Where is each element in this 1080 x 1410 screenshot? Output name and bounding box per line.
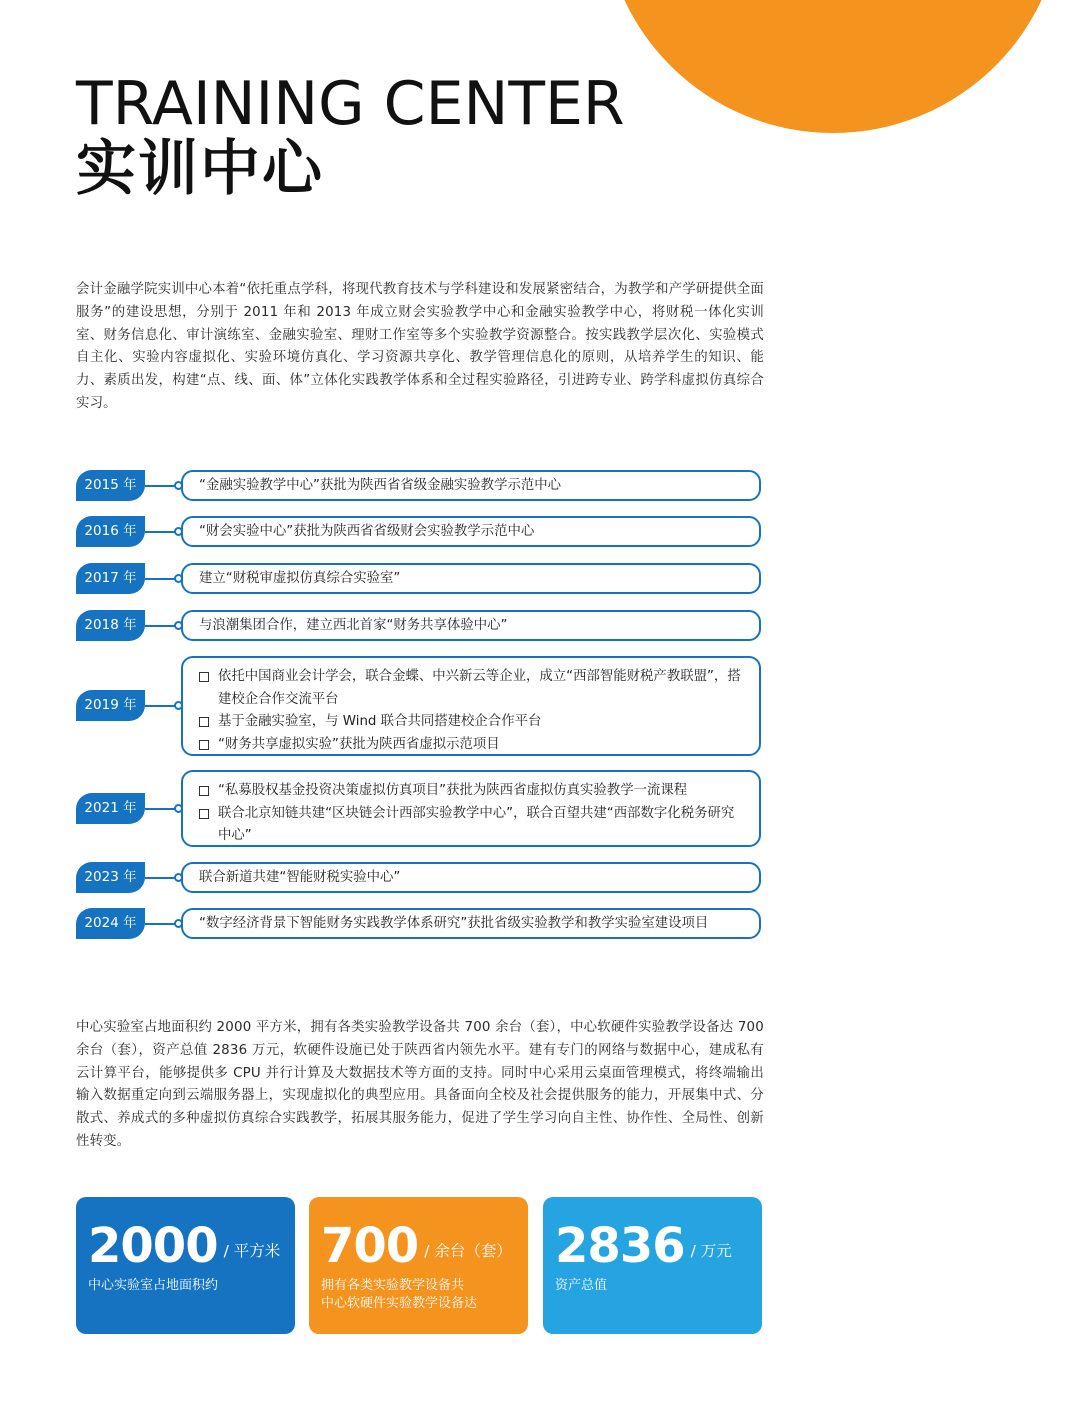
year-badge: 2018 年 bbox=[76, 610, 145, 641]
stat-description: 资产总值 bbox=[555, 1278, 608, 1293]
list-item: “财务共享虚拟实验”获批为陕西省虚拟示范项目 bbox=[199, 734, 745, 757]
timeline-entry-box bbox=[181, 656, 761, 756]
stats-cards bbox=[76, 1197, 762, 1334]
page-title-chinese: 实训中心 bbox=[76, 134, 324, 204]
timeline-entry-text: “财会实验中心”获批为陕西省省级财会实验教学示范中心 bbox=[199, 524, 535, 539]
timeline-entry-text: 建立“财税审虚拟仿真综合实验室” bbox=[199, 571, 401, 586]
timeline-entry-text: 与浪潮集团合作，建立西北首家“财务共享体验中心” bbox=[199, 618, 508, 633]
year-badge: 2023 年 bbox=[76, 862, 145, 893]
timeline-entry-text: 联合新道共建“智能财税实验中心” bbox=[199, 870, 401, 885]
list-item: 联合北京知链共建“区块链会计西部实验教学中心”，联合百望共建“西部数字化税务研究中心” bbox=[199, 803, 745, 848]
timeline-row-2023 bbox=[76, 862, 766, 893]
square-bullet-icon bbox=[199, 809, 209, 819]
timeline-entry-list bbox=[199, 658, 745, 762]
stat-card-area bbox=[76, 1197, 295, 1334]
stat-number: 700 bbox=[321, 1218, 419, 1274]
stat-number: 2836 bbox=[555, 1218, 685, 1274]
page-title-english: TRAINING CENTER bbox=[76, 69, 625, 139]
timeline-entry-box bbox=[181, 862, 761, 893]
square-bullet-icon bbox=[199, 786, 209, 796]
list-item: “私募股权基金投资决策虚拟仿真项目”获批为陕西省虚拟仿真实验教学一流课程 bbox=[199, 780, 745, 803]
stat-unit: / 平方米 bbox=[223, 1242, 281, 1260]
timeline-entry-text: “金融实验教学中心”获批为陕西省省级金融实验教学示范中心 bbox=[199, 478, 562, 493]
timeline-entry-box bbox=[181, 770, 761, 847]
timeline-entry-list bbox=[199, 772, 745, 854]
square-bullet-icon bbox=[199, 740, 209, 750]
stat-description: 拥有各类实验教学设备共 中心软硬件实验教学设备达 bbox=[321, 1278, 478, 1311]
stat-number: 2000 bbox=[88, 1218, 218, 1274]
list-item: 依托中国商业会计学会，联合金蝶、中兴新云等企业，成立“西部智能财税产教联盟”，搭建校企合作交流平台 bbox=[199, 666, 745, 711]
timeline-row-2017 bbox=[76, 563, 766, 594]
timeline-entry-box bbox=[181, 470, 761, 501]
timeline-row-2018 bbox=[76, 610, 766, 641]
stat-unit: / 万元 bbox=[690, 1242, 732, 1260]
timeline-entry-text: “数字经济背景下智能财务实践教学体系研究”获批省级实验教学和教学实验室建设项目 bbox=[199, 916, 709, 931]
year-badge: 2015 年 bbox=[76, 470, 145, 501]
year-badge: 2024 年 bbox=[76, 908, 145, 939]
timeline-entry-box bbox=[181, 610, 761, 641]
year-badge: 2017 年 bbox=[76, 563, 145, 594]
square-bullet-icon bbox=[199, 717, 209, 727]
timeline-row-2016 bbox=[76, 516, 766, 547]
year-badge: 2021 年 bbox=[76, 793, 145, 824]
year-badge: 2019 年 bbox=[76, 690, 145, 721]
timeline-row-2021 bbox=[76, 770, 766, 847]
timeline-entry-box bbox=[181, 908, 761, 939]
stat-card-equipment bbox=[309, 1197, 528, 1334]
stat-description: 中心实验室占地面积约 bbox=[88, 1278, 219, 1293]
square-bullet-icon bbox=[199, 672, 209, 682]
intro-paragraph: 会计金融学院实训中心本着“依托重点学科，将现代教育技术与学科建设和发展紧密结合，为教学和产学研提供全面服务”的建设思想，分别于 2011 年和 2013 年成立财会实验教学中心和金融实验教学中心，将财税一体化实训室、财务信息化、审计演练室、金融实验室、理财工作室等多个实验教学资源整合。按实践教学层次化、实验模式自主化、实验内容虚拟化、实验环境仿真化、学习资源共享化、教学管理信息化的原则，从培养学生的知识、能力、素质出发，构建“点、线、面、体”立体化实践教学体系和全过程实验路径，引进跨专业、跨学科虚拟仿真综合实习。 bbox=[76, 282, 764, 411]
stat-card-assets bbox=[543, 1197, 762, 1334]
stat-unit: / 余台（套） bbox=[424, 1242, 512, 1260]
timeline-row-2015 bbox=[76, 470, 766, 501]
timeline-row-2019 bbox=[76, 656, 766, 756]
facility-paragraph: 中心实验室占地面积约 2000 平方米，拥有各类实验教学设备共 700 余台（套），中心软硬件实验教学设备达 700 余台（套），资产总值 2836 万元，软硬件设施已处于陕西省内领先水平。建有专门的网络与数据中心，建成私有云计算平台，能够提供多 CPU 并行计算及大数据技术等方面的支持。同时中心采用云桌面管理模式，将终端输出输入数据重定向到云端服务器上，实现虚拟化的典型应用。具备面向全校及社会提供服务的能力，开展集中式、分散式、养成式的多种虚拟仿真综合实践教学，拓展其服务能力，促进了学生学习向自主性、协作性、全局性、创新性转变。 bbox=[76, 1020, 764, 1149]
list-item: 基于金融实验室，与 Wind 联合共同搭建校企合作平台 bbox=[199, 711, 745, 734]
timeline-entry-box bbox=[181, 563, 761, 594]
decorative-orange-circle bbox=[603, 0, 1063, 133]
timeline-entry-box bbox=[181, 516, 761, 547]
year-badge: 2016 年 bbox=[76, 516, 145, 547]
timeline-row-2024 bbox=[76, 908, 766, 939]
